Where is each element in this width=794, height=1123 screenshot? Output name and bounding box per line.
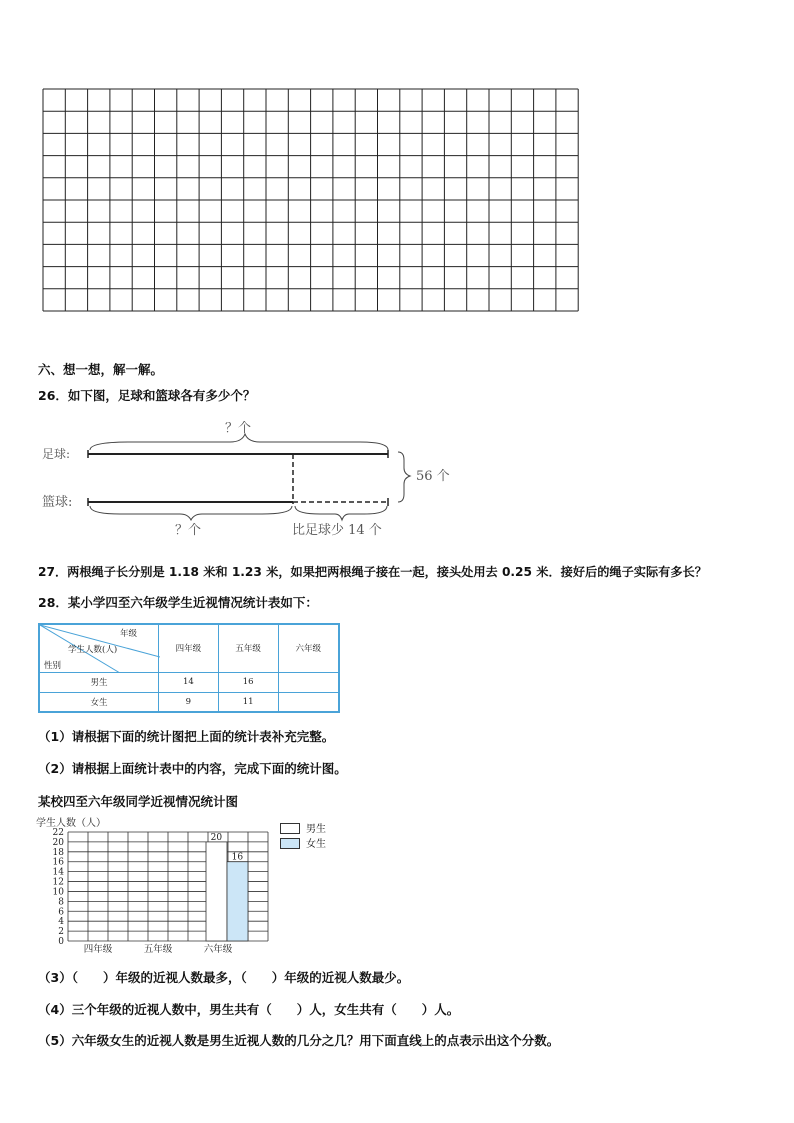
- corner-count: 学生人数(人): [68, 645, 118, 655]
- football-label: 足球:: [42, 447, 71, 461]
- basketball-label: 篮球:: [42, 495, 73, 510]
- y-tick-label: 6: [58, 907, 64, 918]
- q28-sub1: （1）请根据下面的统计图把上面的统计表补充完整。: [38, 729, 335, 744]
- bar-label: 16: [231, 852, 244, 863]
- y-tick-label: 4: [58, 917, 64, 928]
- y-tick-label: 2: [58, 927, 64, 938]
- table-cell: 9: [159, 692, 219, 712]
- answer-grid: [0, 0, 794, 330]
- bottom-brace-left: [90, 506, 292, 520]
- q26-text: 26．如下图，足球和篮球各有多少个？: [38, 388, 256, 403]
- y-tick-label: 8: [58, 897, 64, 908]
- q28-sub4: （4）三个年级的近视人数中，男生共有（ ）人，女生共有（ ）人。: [38, 1002, 460, 1017]
- chart-title: 某校四至六年级同学近视情况统计图: [38, 794, 239, 809]
- q28-sub2: （2）请根据上面统计表中的内容，完成下面的统计图。: [38, 761, 347, 776]
- legend-girls: 女生: [306, 839, 326, 850]
- table-cell[interactable]: [278, 692, 339, 712]
- legend-girls-swatch: [280, 838, 300, 849]
- col-header: 四年级: [159, 624, 219, 672]
- top-brace: [90, 434, 388, 450]
- y-axis-label: 学生人数（人）: [36, 818, 106, 829]
- table-cell: 11: [218, 692, 278, 712]
- legend-boys-swatch: [280, 823, 300, 834]
- x-tick-label: 五年级: [143, 944, 173, 955]
- y-tick-label: 18: [52, 847, 64, 858]
- corner-grade: 年级: [120, 629, 138, 639]
- y-tick-label: 20: [52, 837, 64, 848]
- diff-label: 比足球少 14 个: [292, 523, 382, 538]
- x-tick-label: 六年级: [203, 944, 233, 955]
- q27-text: 27．两根绳子长分别是 1.18 米和 1.23 米，如果把两根绳子接在一起，接头处用去 0.25 米．接好后的绳子实际有多长？: [38, 565, 707, 579]
- table-cell: 14: [159, 672, 219, 692]
- row-label: 男生: [39, 672, 159, 692]
- table-cell: 16: [218, 672, 278, 692]
- bottom-unknown: ？个: [175, 523, 202, 538]
- col-header: 五年级: [218, 624, 278, 672]
- row-label: 女生: [39, 692, 159, 712]
- bar-boys: [206, 842, 227, 941]
- q28-text: 28．某小学四至六年级学生近视情况统计表如下：: [38, 595, 318, 610]
- q28-sub3: （3）（ ）年级的近视人数最多，（ ）年级的近视人数最少。: [38, 970, 410, 985]
- bottom-brace-right: [295, 506, 387, 520]
- y-tick-label: 10: [52, 887, 64, 898]
- bar-girls: [227, 862, 248, 941]
- y-tick-label: 16: [52, 857, 64, 868]
- table-corner-cell: [39, 624, 159, 672]
- stat-table: [38, 623, 340, 713]
- legend-boys: 男生: [306, 824, 326, 835]
- y-tick-label: 14: [52, 867, 64, 878]
- x-tick-label: 四年级: [83, 944, 113, 955]
- y-tick-label: 12: [52, 877, 64, 888]
- q26-diagram: [30, 418, 470, 548]
- q28-sub5: （5）六年级女生的近视人数是男生近视人数的几分之几？用下面直线上的点表示出这个分数。: [38, 1033, 560, 1048]
- total-label: 56 个: [416, 469, 450, 484]
- top-unknown: ？个: [225, 421, 252, 436]
- y-tick-label: 0: [58, 937, 64, 947]
- table-cell[interactable]: [278, 672, 339, 692]
- y-tick-label: 22: [52, 828, 64, 838]
- right-brace: [398, 452, 410, 502]
- col-header: 六年级: [278, 624, 339, 672]
- corner-gender: 性别: [44, 661, 62, 671]
- bar-label: 20: [210, 832, 223, 843]
- section-title: 六、想一想，解一解。: [38, 362, 164, 377]
